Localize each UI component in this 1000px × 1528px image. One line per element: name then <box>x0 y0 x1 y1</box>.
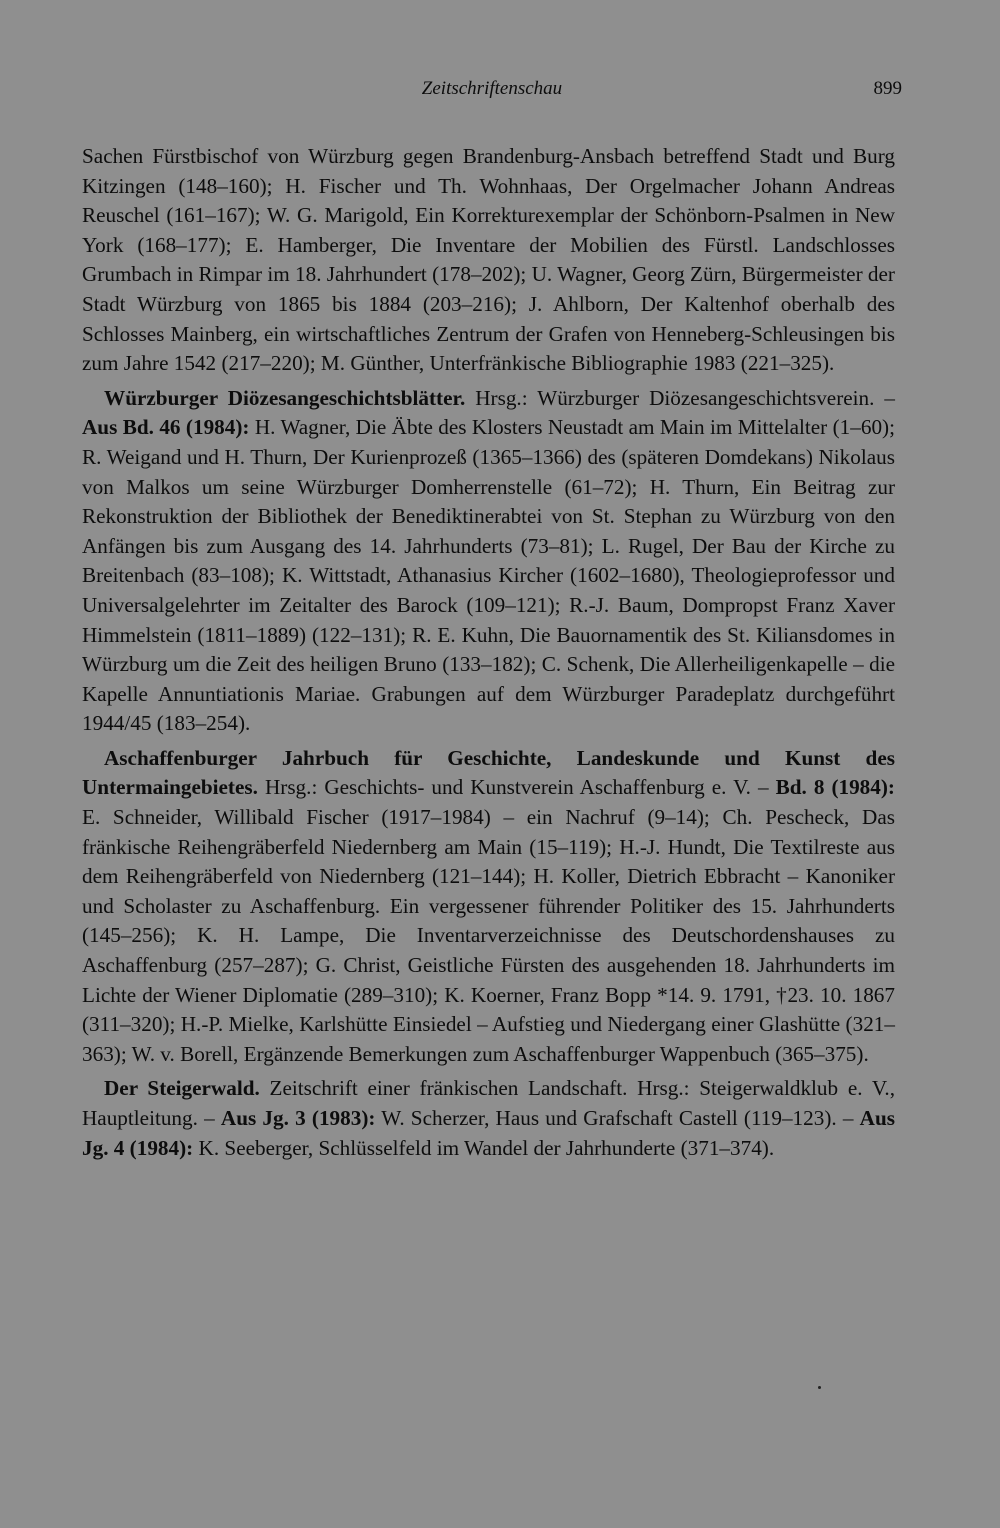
journal-volume: Bd. 8 (1984): <box>775 775 895 800</box>
journal-editor: Zeitschrift einer fränkischen Landschaft. Hrsg.: Steigerwaldklub e. V., Hauptleitung. – <box>82 1076 895 1130</box>
journal-contents: H. Wagner, Die Äbte des Klosters Neustadt am Main im Mittelalter (1–60); R. Weigand und H. Thurn, Der Kurienprozeß (1365–1366) des (späteren Domdekans) Nikolaus von Malkos um seine Würzburger Domherrenstelle (61–72); H. Thurn, Ein Beitrag zur Rekonstruktion der Bibliothek der Benediktinerabtei von St. Stephan zu Würzburg von den Anfängen bis zum Ausgang des 14. Jahrhunderts (73–81); L. Rugel, Der Bau der Kirche zu Breitenbach (83–108); K. Wittstadt, Athanasius Kircher (1602–1680), Theologieprofessor und Universalgelehrter im Zeitalter des Barock (109–121); R.-J. Baum, Dompropst Franz Xaver Himmelstein (1811–1889) (122–131); R. E. Kuhn, Die Bauornamentik des St. Kiliansdomes in Würzburg um die Zeit des heiligen Bruno (133–182); C. Schenk, Die Allerheiligenkapelle – die Kapelle Annuntiationis Mariae. Grabungen auf dem Würzburger Paradeplatz durchgeführt 1944/45 (183–254). <box>82 415 895 736</box>
journal-title: Würzburger Diözesangeschichtsblätter. <box>104 385 466 410</box>
journal-contents-2: K. Seeberger, Schlüsselfeld im Wandel der Jahrhunderte (371–374). <box>193 1135 775 1160</box>
journal-volume: Aus Bd. 46 (1984): <box>82 415 250 440</box>
article-body <box>82 142 895 1163</box>
journal-contents: W. Scherzer, Haus und Grafschaft Castell (119–123). – <box>375 1106 860 1130</box>
journal-title: Der Steigerwald. <box>104 1076 260 1101</box>
journal-entry-steigerwald <box>82 1074 895 1163</box>
journal-volume-2: Aus Jg. 4 (1984): <box>82 1106 896 1160</box>
continuation-paragraph: Sachen Fürstbischof von Würzburg gegen Brandenburg-Ansbach betreffend Stadt und Burg Kitzingen (148–160); H. Fischer und Th. Wohnhaas, Der Orgelmacher Johann Andreas Reuschel (161–167); W. G. Marigold, Ein Korrekturexemplar der Schönborn-Psalmen in New York (168–177); E. Hamberger, Die Inventare der Mobilien des Fürstl. Landschlosses Grumbach in Rimpar im 18. Jahrhundert (178–202); U. Wagner, Georg Zürn, Bürgermeister der Stadt Würzburg von 1865 bis 1884 (203–216); J. Ahlborn, Der Kaltenhof oberhalb des Schlosses Mainberg, ein wirtschaftliches Zentrum der Grafen von Henneberg-Schleusingen bis zum Jahre 1542 (217–220); M. Günther, Unterfränkische Bibliographie 1983 (221–325). <box>82 144 895 376</box>
journal-editor: Hrsg.: Würzburger Diözesangeschichtsverein. – <box>465 385 895 410</box>
journal-contents: E. Schneider, Willibald Fischer (1917–1984) – ein Nachruf (9–14); Ch. Pescheck, Das fränkische Reihengräberfeld Niedernberg am Main (15–119); H.-J. Hundt, Die Textilreste aus dem Reihengräberfeld von Niedernberg (121–144); H. Koller, Dietrich Ebbracht – Kanoniker und Scholaster zu Aschaffenburg. Ein vergessener führender Politiker des 15. Jahrhunderts (145–256); K. H. Lampe, Die Inventarverzeichnisse des Deutschordenshauses zu Aschaffenburg (257–287); G. Christ, Geistliche Fürsten des ausgehenden 18. Jahrhunderts im Lichte der Wiener Diplomatie (289–310); K. Koerner, Franz Bopp *14. 9. 1791, †23. 10. 1867 (311–320); H.-P. Mielke, Karlshütte Einsiedel – Aufstieg und Niedergang einer Glashütte (321–363); W. v. Borell, Ergänzende Bemerkungen zum Aschaffenburger Wappenbuch (365–375). <box>82 805 895 1066</box>
header-title: Zeitschriftenschau <box>421 78 563 99</box>
journal-entry-aschaffenburger <box>82 744 895 1070</box>
running-header <box>82 76 902 102</box>
journal-volume: Aus Jg. 3 (1983): <box>220 1106 376 1130</box>
journal-entry-wuerzburger <box>82 384 895 739</box>
scan-speck <box>818 1386 821 1389</box>
page-number: 899 <box>873 78 902 99</box>
journal-title: Aschaffenburger Jahrbuch für Geschichte, Landeskunde und Kunst des Untermaingebietes. <box>82 745 895 800</box>
journal-editor: Hrsg.: Geschichts- und Kunstverein Aschaffenburg e. V. – <box>257 775 776 800</box>
